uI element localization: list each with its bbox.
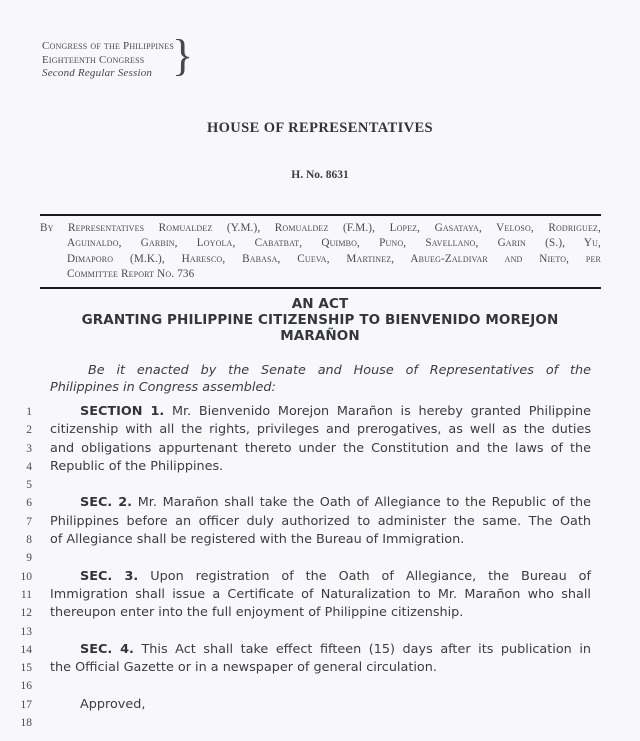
brace-glyph: }	[172, 31, 194, 80]
line-text: SEC. 4. This Act shall take effect fifteen (15) days after its publication in	[80, 641, 591, 657]
line-number: 8	[26, 534, 32, 547]
bill-line	[16, 458, 624, 476]
line-number: 4	[26, 460, 32, 473]
line-number: 12	[20, 607, 32, 620]
bill-number: H. No. 8631	[291, 169, 349, 181]
bill-line	[16, 403, 624, 421]
section-label: SEC. 3.	[80, 568, 139, 584]
line-number: 14	[20, 643, 32, 656]
bill-line	[16, 604, 624, 622]
act-title-line-1: AN ACT	[291, 296, 349, 312]
line-number: 15	[20, 662, 32, 675]
section-label: SECTION 1.	[80, 404, 165, 419]
line-text: the Official Gazette or in a newspaper of general circulation.	[50, 660, 437, 676]
bill-line	[16, 568, 624, 586]
line-text	[50, 623, 591, 641]
line-text: of Allegiance shall be registered with the Bureau of Immigration.	[50, 532, 465, 548]
section-label: SEC. 2.	[80, 495, 133, 511]
line-text: SEC. 3. Upon registration of the Oath of Allegiance, the Bureau of	[80, 568, 592, 584]
line-number: 18	[20, 717, 32, 730]
byline-line: Aguinaldo, Garbin, Loyola, Cabatbat, Quimbo, Puno, Savellano, Garin (S.), Yu,	[67, 237, 601, 250]
line-number: 16	[20, 680, 32, 693]
line-text: Approved,	[80, 696, 146, 712]
line-text: SEC. 2. Mr. Marañon shall take the Oath of Allegiance to the Republic of the	[80, 495, 592, 511]
act-title	[0, 296, 640, 345]
chamber-title: HOUSE OF REPRESENTATIVES	[206, 120, 434, 136]
byline-line: Committee Report No. 736	[67, 268, 195, 281]
line-text	[50, 549, 591, 567]
bill-line	[16, 714, 624, 732]
bill-line	[16, 513, 624, 531]
sponsors-byline	[40, 221, 601, 283]
line-text: Philippines before an officer duly authorized to administer the same. The Oath	[50, 513, 591, 529]
congress-header	[42, 40, 174, 81]
line-number: 11	[20, 588, 32, 601]
act-title-line-2: GRANTING PHILIPPINE CITIZENSHIP TO BIENVENIDO MOREJON	[81, 312, 559, 329]
bill-line	[16, 696, 624, 714]
bill-line	[16, 494, 624, 512]
line-text	[50, 476, 591, 494]
divider-top	[40, 214, 601, 216]
line-text	[50, 677, 591, 695]
enacting-clause-line-1: Be it enacted by the Senate and House of Representatives of the	[88, 363, 591, 378]
line-number: 6	[26, 497, 32, 510]
line-number: 1	[26, 406, 32, 418]
bill-line	[16, 659, 624, 677]
line-number: 3	[26, 442, 32, 455]
bill-line	[16, 677, 624, 695]
bill-line	[16, 531, 624, 549]
bill-line	[16, 623, 624, 641]
bill-line	[16, 549, 624, 567]
byline-line: Dimaporo (M.K.), Haresco, Babasa, Cueva, Martinez, Abueg-Zaldivar and Nieto, per	[67, 252, 601, 265]
enacting-clause-line-2: Philippines in Congress assembled:	[50, 380, 276, 395]
congress-number: Eighteenth Congress	[42, 53, 145, 66]
line-text	[50, 714, 591, 732]
enacting-clause	[50, 362, 591, 396]
line-number: 9	[26, 552, 32, 565]
bill-line	[16, 440, 624, 458]
congress-name: Congress of the Philippines	[42, 40, 175, 52]
divider-bottom	[40, 287, 601, 289]
line-text: and obligations appurtenant thereto under the Constitution and the laws of the	[50, 440, 591, 456]
bill-line	[16, 586, 624, 604]
line-number: 17	[20, 698, 32, 711]
section-label: SEC. 4.	[80, 641, 134, 657]
bill-line	[16, 476, 624, 494]
byline-line: By Representatives Romualdez (Y.M.), Romualdez (F.M.), Lopez, Gasataya, Veloso, Rodriguez,	[40, 222, 601, 234]
line-text: Republic of the Philippines.	[50, 458, 224, 474]
line-number: 10	[20, 570, 32, 583]
bill-line	[16, 641, 624, 659]
bill-line	[16, 421, 624, 439]
line-text: thereupon enter into the full enjoyment of Philippine citizenship.	[50, 605, 464, 621]
line-number: 2	[26, 424, 32, 437]
act-title-line-3: MARAÑON	[280, 328, 360, 345]
line-text: SECTION 1. Mr. Bienvenido Morejon Marañon is hereby granted Philippine	[80, 404, 591, 419]
line-text: Immigration shall issue a Certificate of Naturalization to Mr. Marañon who shall	[50, 586, 591, 602]
line-number: 13	[20, 625, 32, 638]
line-number: 5	[26, 479, 32, 492]
session-label: Second Regular Session	[42, 67, 153, 79]
bill-body	[16, 403, 624, 732]
line-text: citizenship with all the rights, privileges and prerogatives, as well as the duties	[50, 422, 591, 438]
line-number: 7	[26, 515, 32, 528]
